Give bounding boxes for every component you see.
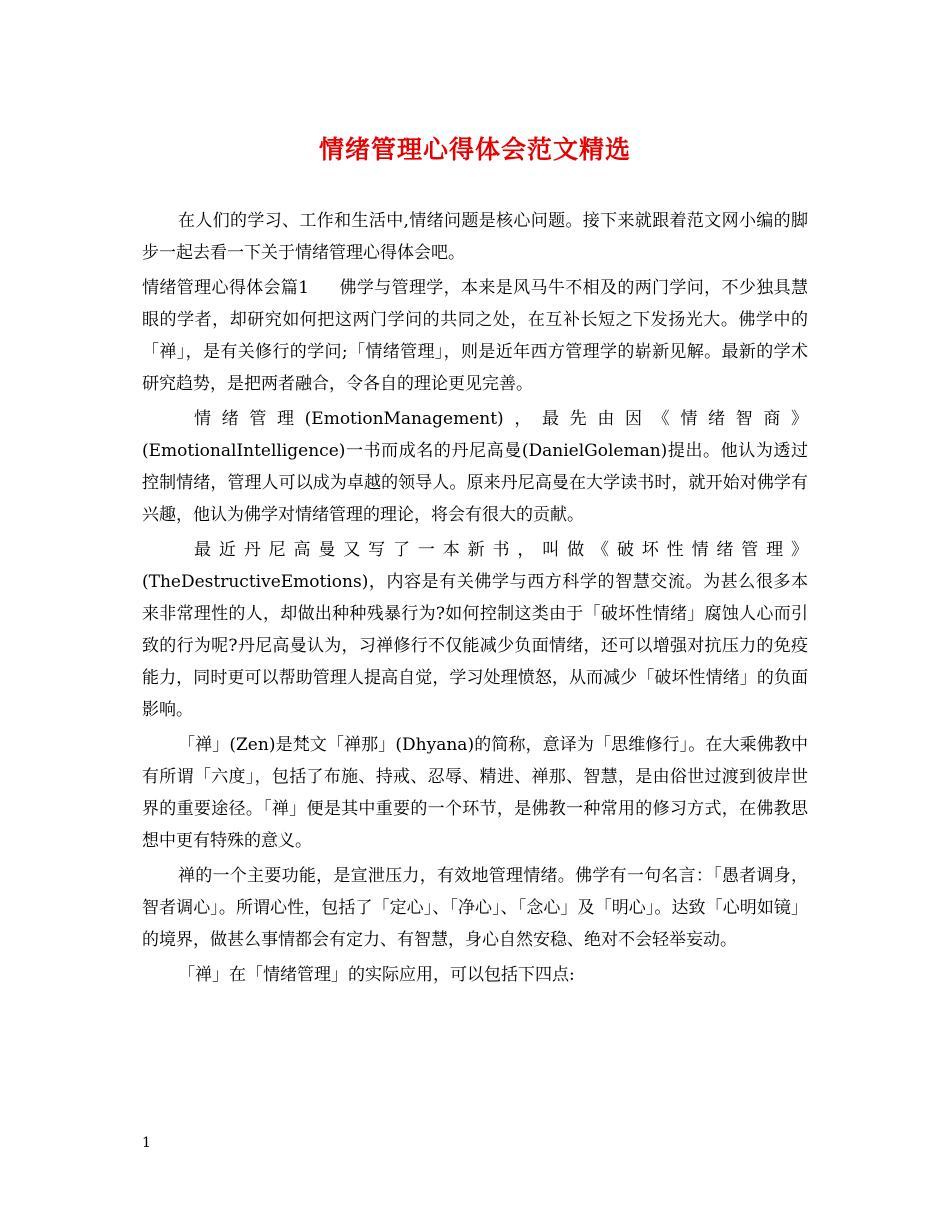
section-paragraph [142,272,808,400]
document-title: 情绪管理心得体会范文精选 [318,135,631,164]
document-body [142,205,808,994]
section-label: 情绪管理心得体会篇1 [142,278,310,298]
paragraph-zen-function: 禅的一个主要功能，是宣泄压力，有效地管理情绪。佛学有一句名言：「愚者调身，智者调心」。所谓心性，包括了「定心」、「净心」、「念心」及「明心」。达致「心明如镜」的境界，做甚么事情都会有定力、有智慧，身心自然安稳、绝对不会轻举妄动。 [142,866,808,950]
section-paragraph-text: 佛学与管理学，本来是风马牛不相及的两门学问，不少独具慧眼的学者，却研究如何把这两门学问的共同之处，在互补长短之下发扬光大。佛学中的「禅」，是有关修行的学问;「情绪管理」，则是近年西方管理学的崭新见解。最新的学术研究趋势，是把两者融合，令各自的理论更见完善。 [142,278,808,394]
paragraph-zen-definition: 「禅」(Zen)是梵文「禅那」(Dhyana)的简称，意译为「思维修行」。在大乘佛教中有所谓「六度」，包括了布施、持戒、忍辱、精进、禅那、智慧，是由俗世过渡到彼岸世界的重要途径。「禅」便是其中重要的一个环节，是佛教一种常用的修习方式，在佛教思想中更有特殊的意义。 [142,735,808,851]
paragraph-destructive-emotions: 最近丹尼高曼又写了一本新书，叫做《破坏性情绪管理》(TheDestructiveEmotions)，内容是有关佛学与西方科学的智慧交流。为甚么很多本来非常理性的人，却做出种种残暴行为?如何控制这类由于「破坏性情绪」腐蚀人心而引致的行为呢?丹尼高曼认为，习禅修行不仅能减少负面情绪，还可以增强对抗压力的免疫能力，同时更可以帮助管理人提高自觉，学习处理愤怒，从而减少「破坏性情绪」的负面影响。 [142,540,808,720]
paragraph-emotion-management: 情绪管理(EmotionManagement)，最先由因《情绪智商》(EmotionalIntelligence)一书而成名的丹尼高曼(DanielGoleman)提出。他认为透过控制情绪，管理人可以成为卓越的领导人。原来丹尼高曼在大学读书时，就开始对佛学有兴趣，他认为佛学对情绪管理的理论，将会有很大的贡献。 [142,409,808,525]
paragraph-zen-application: 「禅」在「情绪管理」的实际应用，可以包括下四点: [178,965,575,985]
intro-paragraph: 在人们的学习、工作和生活中,情绪问题是核心问题。接下来就跟着范文网小编的脚步一起去看一下关于情绪管理心得体会吧。 [142,211,808,263]
page-number: 1 [142,1135,151,1151]
